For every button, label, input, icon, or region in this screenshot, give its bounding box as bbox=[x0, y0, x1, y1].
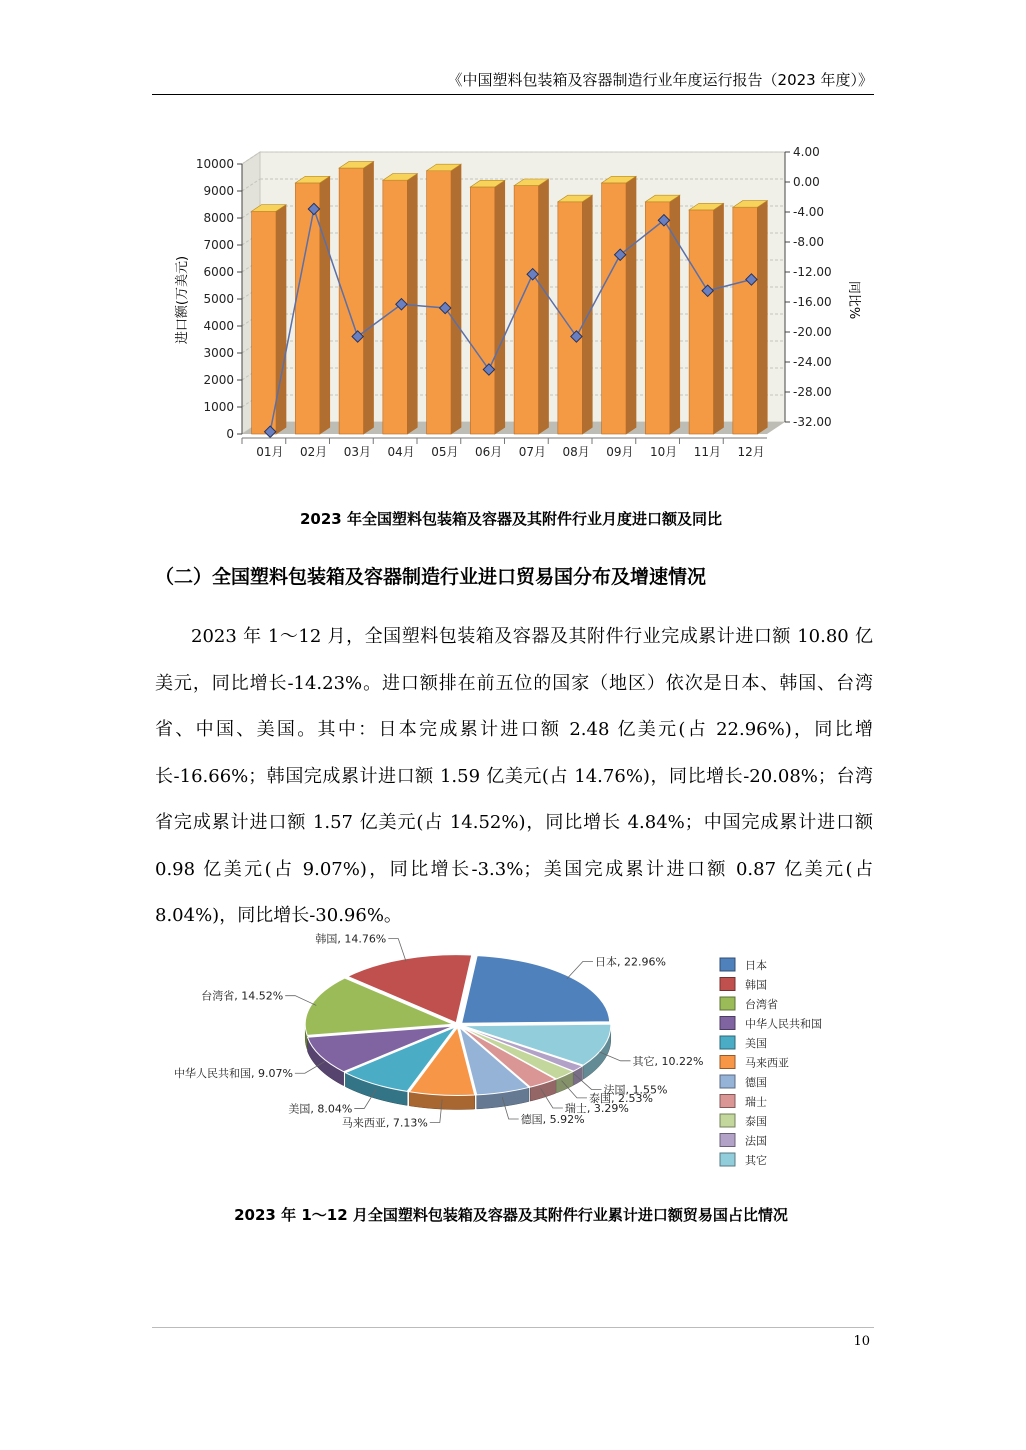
legend-swatch bbox=[720, 958, 735, 971]
body-paragraph: 2023 年 1～12 月，全国塑料包装箱及容器及其附件行业完成累计进口额 10.80 亿美元，同比增长-14.23%。进口额排在前五位的国家（地区）依次是日本、韩国、台湾省、中国、美国。其中：日本完成累计进口额 2.48 亿美元(占 22.96%)，同比增长-16.66%；韩国完成累计进口额 1.59 亿美元(占 14.76%)，同比增长-20.08%；台湾省完成累计进口额 1.57 亿美元(占 14.52%)，同比增长 4.84%；中国完成累计进口额 0.98 亿美元(占 9.07%)，同比增长-3.3%；美国完成累计进口额 0.87 亿美元(占 8.04%)，同比增长-30.96%。 bbox=[155, 626, 873, 926]
x-tick-label: 01月 bbox=[256, 445, 284, 459]
bar-side bbox=[364, 161, 374, 434]
chart2-caption: 2023 年 1～12 月全国塑料包装箱及容器及其附件行业累计进口额贸易国占比情况 bbox=[234, 1206, 788, 1224]
y2-tick-label: -32.00 bbox=[793, 415, 832, 429]
bar-front bbox=[514, 186, 539, 434]
y-tick-label: 10000 bbox=[195, 157, 234, 171]
bar-front bbox=[558, 202, 583, 434]
pie-slices bbox=[305, 955, 611, 1096]
pie-slice-label: 韩国, 14.76% bbox=[315, 932, 387, 946]
bar-side bbox=[757, 201, 767, 434]
pie-slice-label: 马来西亚, 7.13% bbox=[341, 1116, 428, 1130]
legend-label: 日本 bbox=[745, 959, 767, 972]
y-tick-label: 2000 bbox=[203, 373, 234, 387]
y2-axis-title: 同比% bbox=[846, 280, 861, 320]
monthly-import-chart bbox=[160, 140, 861, 480]
x-tick-label: 10月 bbox=[649, 445, 678, 459]
leader-line bbox=[388, 939, 406, 962]
y2-tick-label: -24.00 bbox=[793, 355, 832, 369]
x-tick-label: 05月 bbox=[431, 445, 459, 459]
page-number: 10 bbox=[853, 1334, 870, 1349]
y-tick-label: 6000 bbox=[203, 265, 234, 279]
y2-tick-label: 0.00 bbox=[793, 175, 820, 189]
legend-swatch bbox=[720, 1114, 735, 1127]
bar-front bbox=[427, 171, 452, 434]
y2-tick-label: -16.00 bbox=[793, 295, 832, 309]
x-tick-label: 06月 bbox=[474, 445, 503, 459]
bar bbox=[558, 195, 592, 434]
x-tick-label: 02月 bbox=[299, 445, 328, 459]
bar-front bbox=[645, 202, 670, 434]
legend-label: 瑞士 bbox=[745, 1095, 767, 1109]
bar-front bbox=[295, 183, 320, 434]
bar-front bbox=[733, 207, 758, 434]
pie-slice-label: 其它, 10.22% bbox=[632, 1054, 704, 1068]
pie-slice-label: 瑞士, 3.29% bbox=[564, 1102, 629, 1116]
bar bbox=[252, 205, 286, 434]
y2-tick-label: -12.00 bbox=[793, 265, 832, 279]
bar-front bbox=[252, 211, 277, 434]
bar-side bbox=[407, 174, 417, 434]
legend-swatch bbox=[720, 1056, 735, 1069]
bar-side bbox=[626, 176, 636, 434]
y2-tick-label: -20.00 bbox=[793, 325, 832, 339]
x-tick-label: 04月 bbox=[387, 445, 415, 459]
pie-slice-label: 德国, 5.92% bbox=[520, 1112, 585, 1126]
pie-slice bbox=[462, 956, 610, 1024]
x-tick-label: 07月 bbox=[518, 445, 547, 459]
legend-swatch bbox=[720, 1095, 735, 1108]
legend-label: 美国 bbox=[745, 1037, 767, 1050]
pie-slice-label: 美国, 8.04% bbox=[288, 1102, 353, 1116]
bar bbox=[602, 176, 636, 434]
y-tick-label: 7000 bbox=[203, 238, 234, 252]
bar-side bbox=[495, 180, 505, 434]
y-tick-label: 8000 bbox=[203, 211, 234, 225]
legend-swatch bbox=[720, 1036, 735, 1049]
header-rule bbox=[152, 94, 874, 95]
bar-side bbox=[320, 176, 330, 434]
y2-tick-label: -8.00 bbox=[793, 235, 825, 249]
pie-slice-label: 泰国, 2.53% bbox=[588, 1091, 653, 1105]
legend-swatch bbox=[720, 1153, 735, 1166]
bar bbox=[470, 180, 504, 434]
pie-legend bbox=[720, 958, 822, 1167]
y2-tick-label: 4.00 bbox=[793, 145, 820, 159]
y-tick-label: 0 bbox=[226, 427, 234, 441]
legend-swatch bbox=[720, 978, 735, 991]
section-title: （二）全国塑料包装箱及容器制造行业进口贸易国分布及增速情况 bbox=[155, 566, 707, 588]
bar-front bbox=[602, 183, 627, 434]
x-tick-label: 03月 bbox=[343, 445, 372, 459]
bar bbox=[689, 203, 723, 434]
chart1-caption: 2023 年全国塑料包装箱及容器及其附件行业月度进口额及同比 bbox=[300, 510, 722, 528]
bar-front bbox=[470, 187, 495, 434]
x-tick-label: 12月 bbox=[737, 445, 765, 459]
legend-swatch bbox=[720, 997, 735, 1010]
legend-label: 德国 bbox=[745, 1076, 767, 1089]
bar-front bbox=[339, 168, 364, 434]
bar bbox=[427, 164, 461, 434]
y-tick-label: 3000 bbox=[203, 346, 234, 360]
pie-slice-label: 法国, 1.55% bbox=[603, 1083, 668, 1097]
legend-swatch bbox=[720, 1134, 735, 1147]
bar-side bbox=[276, 205, 286, 434]
legend-label: 中华人民共和国 bbox=[745, 1017, 822, 1031]
legend-swatch bbox=[720, 1017, 735, 1030]
legend-label: 台湾省 bbox=[745, 998, 778, 1011]
y-tick-label: 5000 bbox=[203, 292, 234, 306]
bar-front bbox=[689, 210, 714, 434]
legend-label: 韩国 bbox=[745, 978, 767, 992]
y-tick-label: 4000 bbox=[203, 319, 234, 333]
pie-slice-label: 日本, 22.96% bbox=[595, 955, 666, 969]
bar-side bbox=[451, 164, 461, 434]
x-tick-label: 09月 bbox=[606, 445, 634, 459]
legend-label: 马来西亚 bbox=[745, 1056, 789, 1070]
bar bbox=[514, 179, 548, 434]
legend-swatch bbox=[720, 1075, 735, 1088]
y-tick-label: 9000 bbox=[203, 184, 234, 198]
y-tick-label: 1000 bbox=[203, 400, 234, 414]
bar-side bbox=[539, 179, 549, 434]
legend-label: 法国 bbox=[745, 1134, 767, 1148]
y2-tick-label: -28.00 bbox=[793, 385, 832, 399]
y-axis-title: 进口额(万美元) bbox=[175, 255, 190, 345]
running-header: 《中国塑料包装箱及容器制造行业年度运行报告（2023 年度）》 bbox=[447, 71, 873, 89]
footer-rule bbox=[152, 1327, 874, 1328]
bar bbox=[733, 201, 767, 434]
country-share-pie-chart bbox=[173, 932, 845, 1182]
pie-slice-label: 中华人民共和国, 9.07% bbox=[173, 1067, 293, 1081]
pie-slice-label: 台湾省, 14.52% bbox=[201, 989, 284, 1003]
bar-side bbox=[714, 203, 724, 434]
legend-label: 泰国 bbox=[745, 1115, 767, 1128]
x-tick-label: 08月 bbox=[562, 445, 590, 459]
x-tick-label: 11月 bbox=[693, 445, 722, 459]
leader-line bbox=[567, 961, 593, 979]
legend-label: 其它 bbox=[745, 1154, 767, 1167]
y2-tick-label: -4.00 bbox=[793, 205, 825, 219]
